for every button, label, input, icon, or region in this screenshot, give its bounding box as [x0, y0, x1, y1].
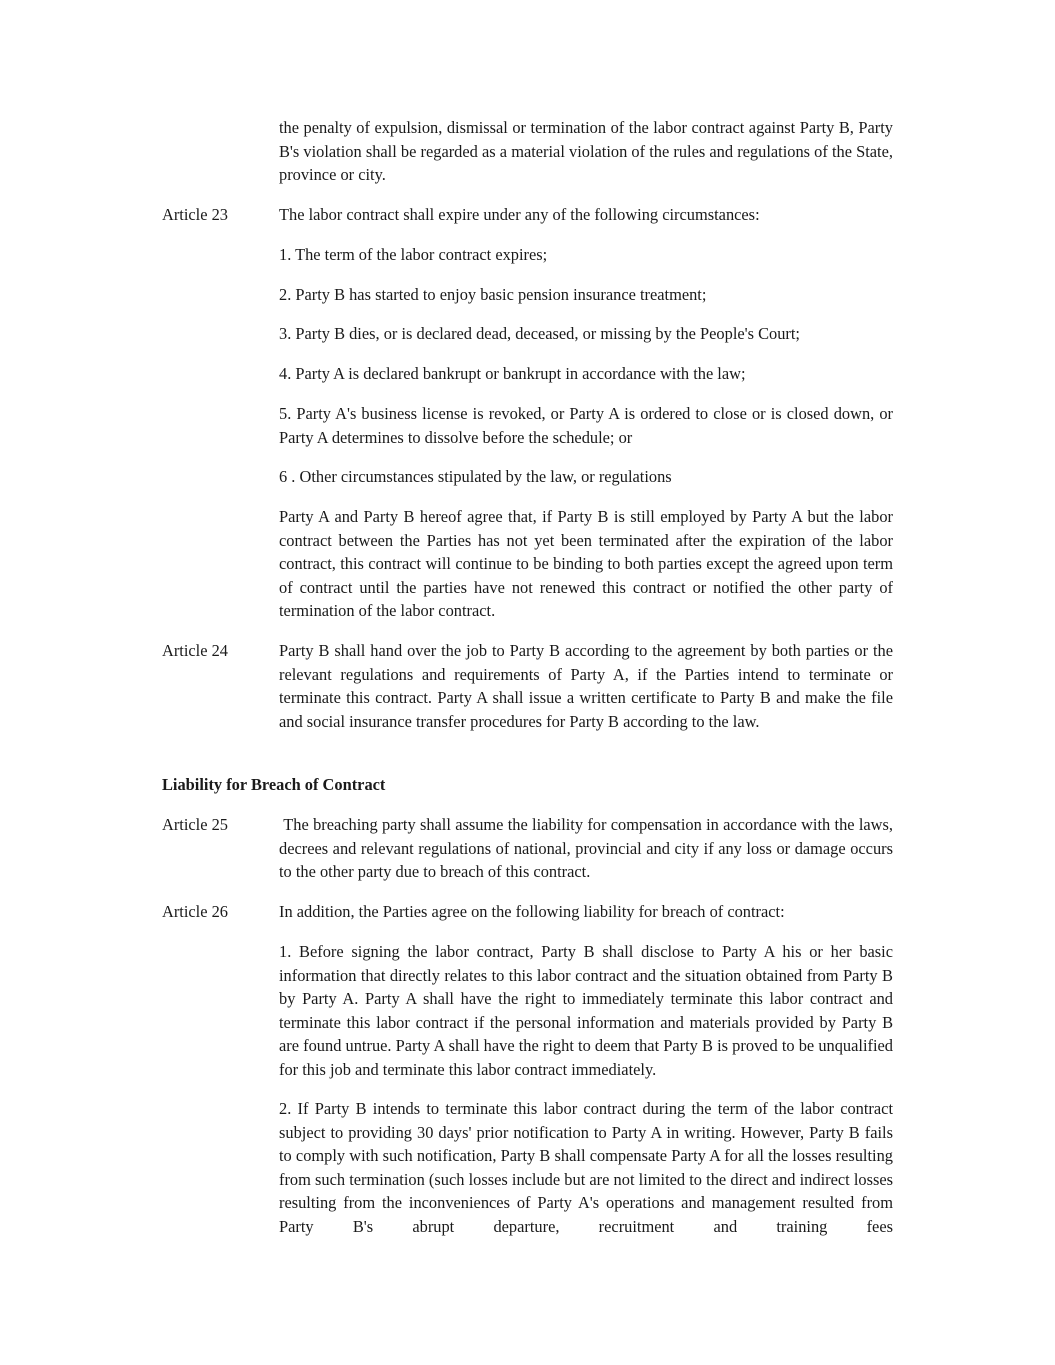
article-25-label: Article 25: [162, 815, 228, 834]
article-26-intro: In addition, the Parties agree on the following liability for breach of contract:: [279, 902, 785, 921]
continuation-paragraph: the penalty of expulsion, dismissal or termination of the labor contract against Party B, Party B's violation shall be regarded as a material violation of the rules and regulations of the State, province or city.: [279, 118, 893, 185]
article-23-item-3: 3. Party B dies, or is declared dead, deceased, or missing by the People's Court;: [279, 324, 800, 343]
article-24-text: Party B shall hand over the job to Party B according to the agreement by both parties or the relevant regulations and requirements of Party A, if the Parties intend to terminate or terminate this contract. Party A shall issue a written certificate to Party B and make the file and social insurance transfer procedures for Party B according to the law.: [279, 641, 893, 731]
article-26-item-1: 1. Before signing the labor contract, Party B shall disclose to Party A his or her basic information that directly relates to this labor contract and the situation obtained from Party B by Party A. Party A shall have the right to immediately terminate this labor contract and terminate this labor contract if the personal information and materials provided by Party B are found untrue. Party A shall have the right to deem that Party B is proved to be unqualified for this job and terminate this labor contract immediately.: [279, 942, 893, 1079]
article-26-item-2: 2. If Party B intends to terminate this labor contract during the term of the labor contract subject to providing 30 days' prior notification to Party A in writing. However, Party B fails to comply with such notification, Party B shall compensate Party A for all the losses resulting from such termination (such losses include but are not limited to the direct and indirect losses resulting from the inconveniences of Party A's operations and management resulted from Party B's abrupt departure, recruitment and training fees: [279, 1099, 893, 1236]
article-23-item-5: 5. Party A's business license is revoked, or Party A is ordered to close or is closed down, or Party A determines to dissolve before the schedule; or: [279, 404, 893, 447]
section-heading: Liability for Breach of Contract: [162, 775, 386, 794]
article-23-item-4: 4. Party A is declared bankrupt or bankrupt in accordance with the law;: [279, 364, 746, 383]
article-23-item-6: 6 . Other circumstances stipulated by the law, or regulations: [279, 467, 672, 486]
article-25-text: The breaching party shall assume the liability for compensation in accordance with the laws, decrees and relevant regulations of national, provincial and city if any loss or damage occurs to the other party due to breach of this contract.: [279, 815, 898, 882]
article-23-label: Article 23: [162, 205, 228, 224]
article-23-closing: Party A and Party B hereof agree that, if Party B is still employed by Party A but the labor contract between the Parties has not yet been terminated after the expiration of the labor contract, this contract will continue to be binding to both parties except the agreed upon term of contract until the parties have not renewed this contract or notified the other party of termination of the labor contract.: [279, 507, 893, 621]
article-24-label: Article 24: [162, 641, 228, 660]
article-23-intro: The labor contract shall expire under any of the following circumstances:: [279, 205, 760, 224]
article-23-item-2: 2. Party B has started to enjoy basic pension insurance treatment;: [279, 285, 707, 304]
article-23-item-1: 1. The term of the labor contract expires;: [279, 245, 548, 264]
article-26-label: Article 26: [162, 902, 228, 921]
